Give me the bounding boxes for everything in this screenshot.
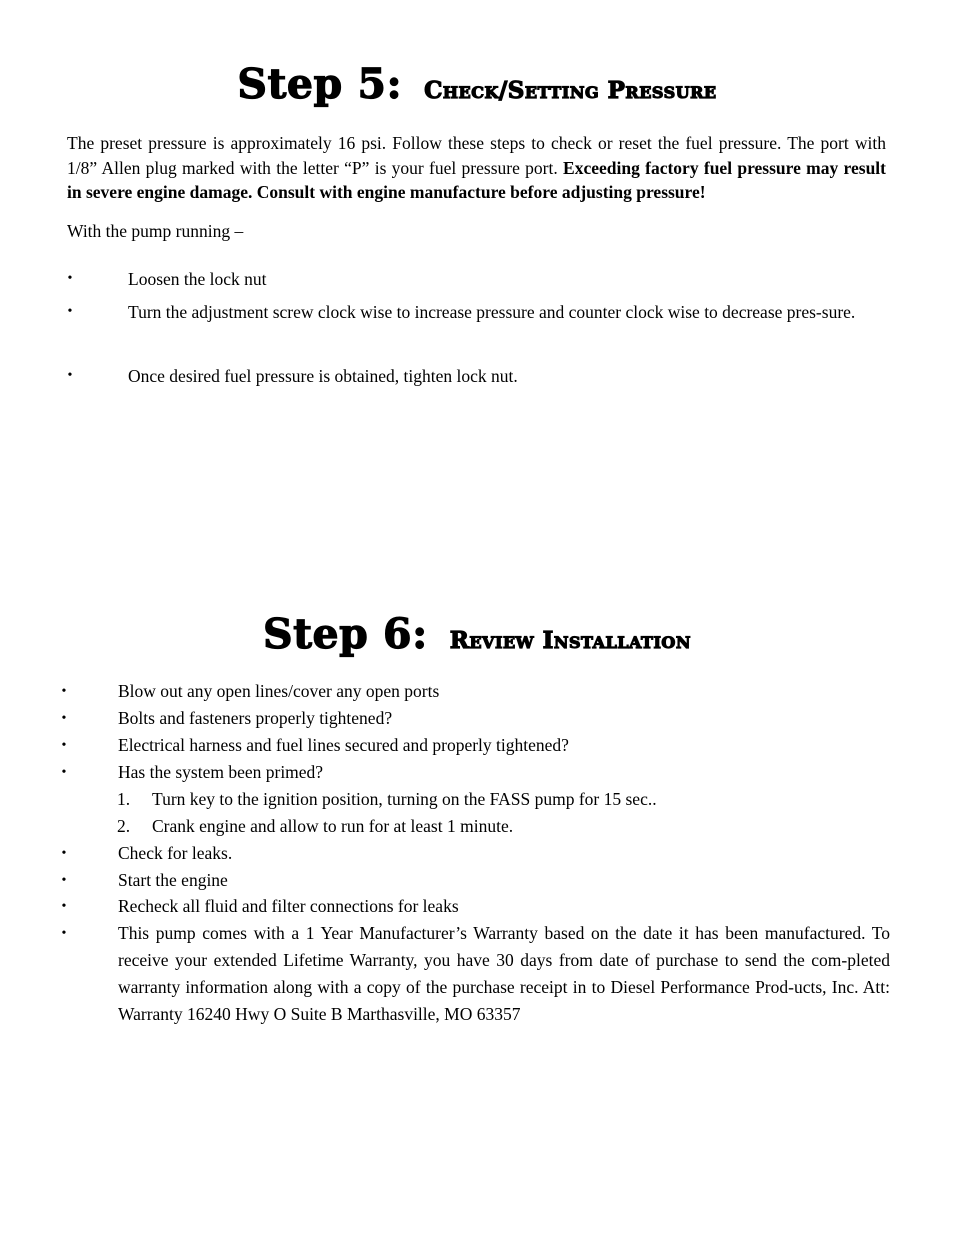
numbered-item-text: Turn key to the ignition position, turning on the FASS pump for 15 sec.. [152,789,657,809]
step6-heading [0,610,954,658]
list-item-text: Bolts and fasteners properly tightened? [118,708,393,728]
step6-subtitle: Review Installation [449,627,691,654]
step6-title: Step 6: [262,610,428,658]
list-item-text: Has the system been primed? [118,762,324,782]
list-item-text: Turn the adjustment screw clock wise to increase pressure and counter clock wise to decrease pres-sure. [128,302,856,322]
bullet-icon: • [61,926,67,941]
item-number: 1. [117,789,131,809]
list-item-text: Blow out any open lines/cover any open ports [118,681,440,701]
step5-running-label: With the pump running – [67,221,244,241]
list-item-text: Once desired fuel pressure is obtained, tighten lock nut. [128,366,518,386]
step5-title: Step 5: [237,60,403,108]
step5-subtitle: Check/Setting Pressure [424,77,717,104]
bullet-icon: • [61,899,67,914]
list-item-text: Start the engine [118,870,228,890]
warranty-text: This pump comes with a 1 Year Manufacturer’s Warranty based on the date it has been manufactured. To receive your extended Lifetime Warranty, you have 30 days from date of purchase to send the com-pleted warranty information along with a copy of the purchase receipt in to Diesel Performance Prod-ucts, Inc. Att: Warranty 16240 Hwy O Suite B Marthasville, MO 63357 [118,923,890,1024]
list-item-text: Electrical harness and fuel lines secured and properly tightened? [118,735,569,755]
bullet-icon: • [61,738,67,753]
bullet-icon: • [61,846,67,861]
list-item-text: Check for leaks. [118,843,233,863]
bullet-icon: • [67,368,73,383]
bullet-icon: • [67,304,73,319]
step5-intro-text: The preset pressure is approximately 16 psi. Follow these steps to check or reset the fuel pressure. The port with 1/8” Allen plug marked with the letter “P” is your fuel pressure port. [67,133,886,178]
numbered-item-text: Crank engine and allow to run for at least 1 minute. [152,816,514,836]
item-number: 2. [117,816,131,836]
bullet-icon: • [61,765,67,780]
step5-warning-text: Exceeding factory fuel pressure may result in severe engine damage. Consult with engine manufacture before adjusting pressure! [67,157,886,202]
list-item-text: Recheck all fluid and filter connections for leaks [118,896,459,916]
step5-intro [67,131,886,205]
bullet-icon: • [61,711,67,726]
step5-heading [0,60,954,108]
list-item-text: Loosen the lock nut [128,269,267,289]
bullet-icon: • [61,873,67,888]
bullet-icon: • [61,684,67,699]
bullet-icon: • [67,271,73,286]
